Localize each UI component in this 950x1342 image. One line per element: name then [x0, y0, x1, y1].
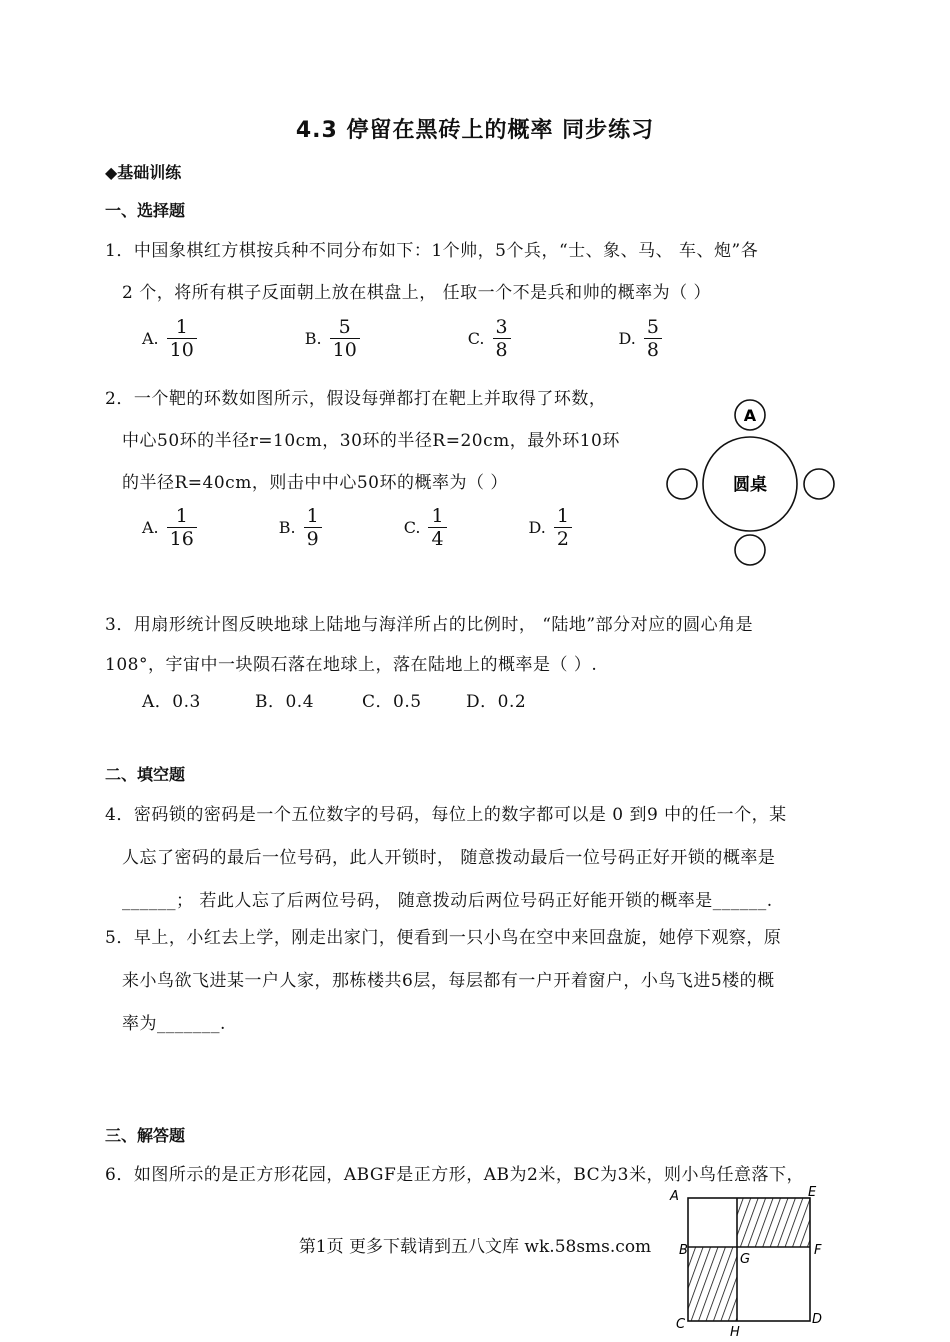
- section-heading-fill: 二、填空题: [105, 765, 186, 784]
- label-d: D: [812, 1312, 823, 1327]
- label-a: A: [670, 1189, 679, 1204]
- q2-line2: 中心50环的半径r=10cm，30环的半径R=20cm，最外环10环: [122, 431, 620, 451]
- q2-option-c: C. $\frac{1}{4}$: [404, 505, 447, 550]
- q1-option-b: B. $\frac{5}{10}$: [305, 316, 360, 361]
- q2-line1: 2．一个靶的环数如图所示，假设每弹都打在靶上并取得了环数，: [105, 389, 607, 409]
- q2-option-b: B. $\frac{1}{9}$: [279, 505, 322, 550]
- q2-options: [142, 505, 572, 550]
- q5-line2: 来小鸟欲飞进某一户人家，那栋楼共6层，每层都有一户开着窗户，小鸟飞进5楼的概: [122, 971, 775, 991]
- q3-option-a: A．0.3: [142, 692, 201, 712]
- q1-option-d: D. $\frac{5}{8}$: [619, 316, 662, 361]
- seat-bottom-circle: [735, 535, 765, 565]
- shaded-region-bottom-left: [688, 1247, 737, 1321]
- section-heading-choice: 一、选择题: [105, 201, 186, 220]
- q3-option-b: B．0.4: [255, 692, 315, 712]
- q1-line2: 2 个，将所有棋子反面朝上放在棋盘上， 任取一个不是兵和帅的概率为（ ）: [122, 283, 712, 303]
- q3-option-d: D．0.2: [466, 692, 527, 712]
- q1-option-a: A. $\frac{1}{10}$: [142, 316, 197, 361]
- q5-line1: 5．早上，小红去上学，刚走出家门，便看到一只小鸟在空中来回盘旋，她停下观察，原: [105, 928, 782, 948]
- q5-line3: 率为_______.: [122, 1014, 226, 1034]
- basic-training-heading: ◆基础训练: [105, 163, 182, 182]
- label-g: G: [740, 1252, 751, 1267]
- seat-right-circle: [804, 469, 834, 499]
- q1-line1: 1．中国象棋红方棋按兵种不同分布如下：1个帅，5个兵，“士、象、马、 车、炮”各: [105, 241, 759, 261]
- label-h: H: [730, 1325, 740, 1340]
- seat-a-label: A: [743, 406, 757, 425]
- q1-options: [142, 316, 662, 361]
- q6-line1: 6．如图所示的是正方形花园，ABGF是正方形，AB为2米，BC为3米，则小鸟任意落下，: [105, 1165, 804, 1185]
- round-table-label: 圆桌: [733, 475, 767, 495]
- label-f: F: [814, 1243, 822, 1258]
- q4-line2: 人忘了密码的最后一位号码，此人开锁时， 随意拨动最后一位号码正好开锁的概率是: [122, 848, 776, 868]
- q1-option-c: C. $\frac{3}{8}$: [468, 316, 511, 361]
- q4-line3: ______； 若此人忘了后两位号码， 随意拨动后两位号码正好能开锁的概率是______.: [122, 891, 773, 911]
- q3-line1: 3．用扇形统计图反映地球上陆地与海洋所占的比例时， “陆地”部分对应的圆心角是: [105, 615, 754, 635]
- q2-option-a: A. $\frac{1}{16}$: [142, 505, 197, 550]
- garden-figure: [660, 1180, 840, 1342]
- label-c: C: [676, 1317, 686, 1332]
- label-b: B: [679, 1243, 688, 1258]
- q4-line1: 4．密码锁的密码是一个五位数字的号码，每位上的数字都可以是 0 到9 中的任一个，某: [105, 805, 787, 825]
- q2-option-d: D. $\frac{1}{2}$: [529, 505, 572, 550]
- page-title: 4.3 停留在黑砖上的概率 同步练习: [295, 118, 655, 143]
- q3-option-c: C．0.5: [362, 692, 422, 712]
- round-table-figure: [660, 395, 845, 570]
- q3-line2: 108°，宇宙中一块陨石落在地球上，落在陆地上的概率是（ ）.: [105, 655, 598, 675]
- section-heading-answer: 三、解答题: [105, 1126, 186, 1145]
- seat-left-circle: [667, 469, 697, 499]
- page-footer: 第1页 更多下载请到五八文库 wk.58sms.com: [298, 1237, 652, 1257]
- label-e: E: [808, 1185, 817, 1200]
- q2-line3: 的半径R=40cm，则击中中心50环的概率为（ ）: [122, 473, 508, 493]
